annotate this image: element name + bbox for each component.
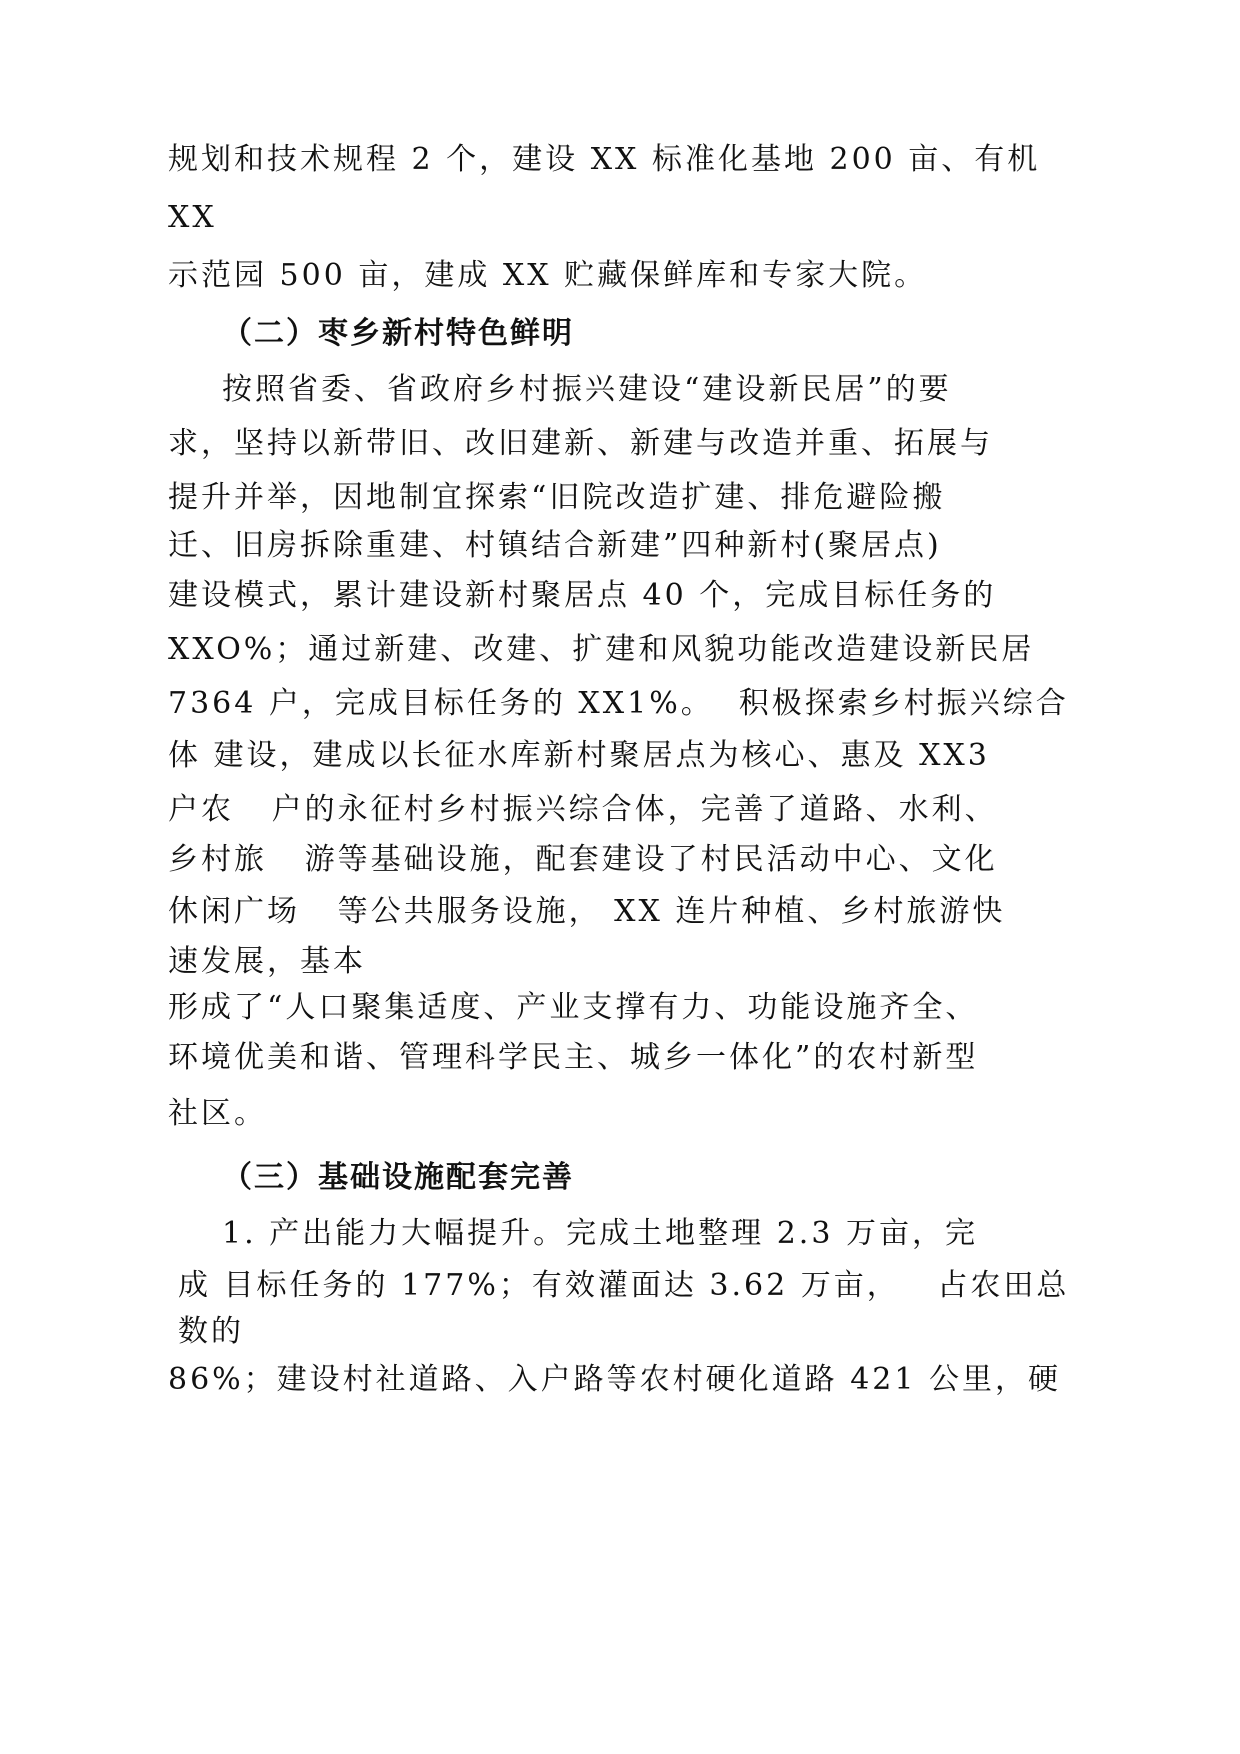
- paragraph-line: 休闲广场 等公共服务设施， XX 连片种植、乡村旅游快: [168, 894, 1006, 929]
- paragraph-line: 速发展，基本: [168, 944, 366, 979]
- paragraph-line: 成 目标任务的 177%；有效灌面达 3.62 万亩， 占农田总: [178, 1268, 1070, 1303]
- paragraph-line: 环境优美和谐、管理科学民主、城乡一体化”的农村新型: [168, 1040, 979, 1075]
- paragraph-line: 7364 户，完成目标任务的 XX1%。 积极探索乡村振兴综合: [168, 686, 1069, 721]
- paragraph-line: XX: [168, 200, 217, 235]
- section-heading-2: （二）枣乡新村特色鲜明: [222, 316, 574, 351]
- paragraph-line: 求，坚持以新带旧、改旧建新、新建与改造并重、拓展与: [168, 426, 993, 461]
- paragraph-line: XXO%；通过新建、改建、扩建和风貌功能改造建设新民居: [168, 632, 1035, 667]
- paragraph-line: 数的: [178, 1314, 244, 1349]
- paragraph-line: 1. 产出能力大幅提升。完成土地整理 2.3 万亩，完: [222, 1216, 978, 1251]
- paragraph-line: 提升并举，因地制宜探索“旧院改造扩建、排危避险搬: [168, 480, 946, 515]
- paragraph-line: 示范园 500 亩，建成 XX 贮藏保鲜库和专家大院。: [168, 258, 928, 293]
- paragraph-line: 86%；建设村社道路、入户路等农村硬化道路 421 公里，硬: [168, 1362, 1062, 1397]
- paragraph-line: 建设模式，累计建设新村聚居点 40 个，完成目标任务的: [168, 578, 997, 613]
- paragraph-line: 社区。: [168, 1096, 267, 1131]
- paragraph-line: 户农 户的永征村乡村振兴综合体，完善了道路、水利、: [168, 792, 998, 827]
- section-heading-3: （三）基础设施配套完善: [222, 1160, 574, 1195]
- paragraph-line: 迁、旧房拆除重建、村镇结合新建”四种新村(聚居点): [168, 528, 942, 563]
- paragraph-line: 按照省委、省政府乡村振兴建设“建设新民居”的要: [222, 372, 952, 407]
- paragraph-line: 乡村旅 游等基础设施，配套建设了村民活动中心、文化: [168, 842, 998, 877]
- paragraph-line: 规划和技术规程 2 个，建设 XX 标准化基地 200 亩、有机: [168, 142, 1041, 177]
- paragraph-line: 形成了“人口聚集适度、产业支撑有力、功能设施齐全、: [168, 990, 979, 1025]
- paragraph-line: 体 建设，建成以长征水库新村聚居点为核心、惠及 XX3: [168, 738, 990, 773]
